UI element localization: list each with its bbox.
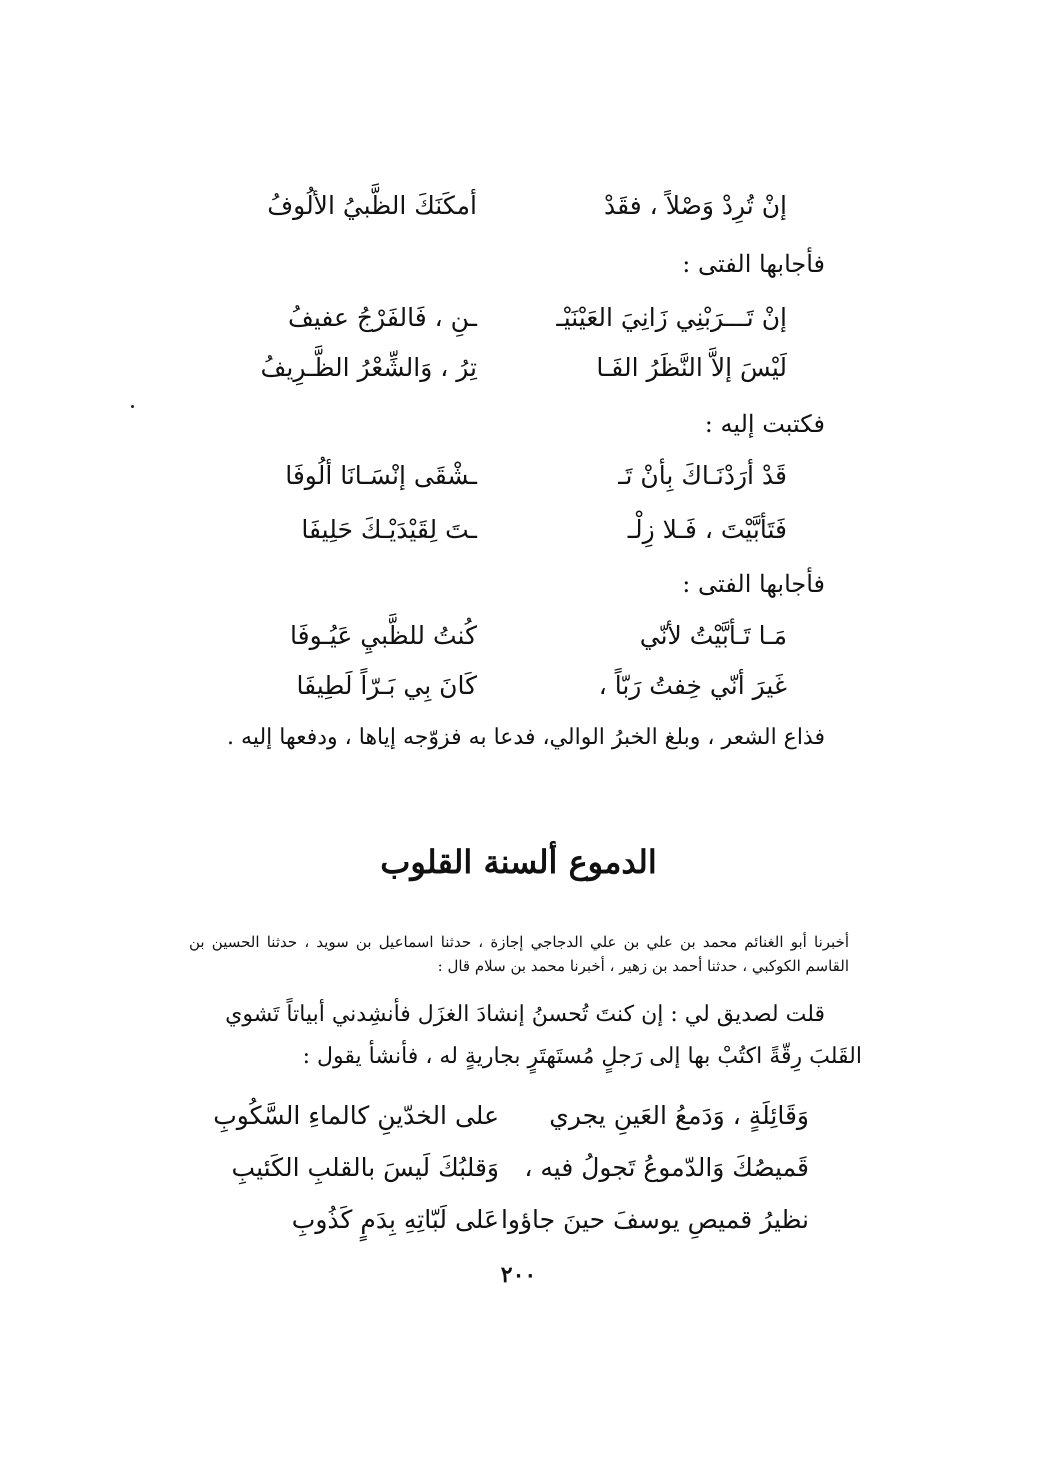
verse-second-hemistich: ـنِ ، فَالفَرْجُ عفيفُ (287, 303, 477, 332)
verse-second-hemistich: عَلى لَبّاتِهِ بِدَمٍ كَذُوبِ (291, 1205, 499, 1234)
verse-first-hemistich: إنْ تُرِدْ وَصْلاً ، فقَدْ (604, 191, 787, 220)
verse-first-hemistich: قَدْ أرَدْنَـاكَ بِأنْ تَـ (618, 461, 787, 490)
poem-verse (217, 668, 787, 704)
verse-second-hemistich: أمكَنَكَ الظَّبيُ الألُوفُ (267, 191, 477, 220)
verse-first-hemistich: وَقَائِلَةٍ ، وَدَمعُ العَينِ يجري (549, 1101, 809, 1130)
narration-line: فأجابها الفتى : (682, 570, 825, 598)
verse-second-hemistich: كُنتُ للظَّبيِ عَيُـوفَا (290, 621, 477, 650)
poem-verse (199, 1098, 809, 1134)
narration-line: فكتبت إليه : (704, 410, 825, 438)
verse-first-hemistich: غَيرَ أنّي خِفتُ رَبّاً ، (598, 671, 787, 700)
poem-verse (199, 1202, 809, 1238)
poem-verse (199, 1150, 809, 1186)
verse-second-hemistich: ـشْقَى إنْسَـانَا ألُوفَا (285, 461, 477, 490)
narration-line: فذاع الشعر ، وبلغ الخبرُ الوالي، فدعا به فزوّجه إياها ، ودفعها إليه . (227, 725, 825, 750)
isnad-paragraph: أخبرنا أبو الغنائم محمد بن علي بن علي الدجاجي إجازة ، حدثنا اسماعيل بن سويد ، حدثنا الحسين بن القاسم الكوكبي ، حدثنا أحمد بن زهير ، أخبرنا محمد بن سلام قال : (189, 933, 849, 975)
poem-verse (217, 188, 787, 224)
poem-verse (217, 350, 787, 386)
verse-first-hemistich: فَتَأبَّيْتَ ، فَـلا زِلْـ (627, 515, 787, 544)
verse-second-hemistich: تِرُ ، وَالشِّعْرُ الظَّـرِيفُ (260, 353, 477, 382)
poem-verse (217, 512, 787, 548)
verse-second-hemistich: ـتَ لِقَيْدَيْـكَ حَلِيفَا (301, 515, 477, 544)
prose-line: قلت لصديق لي : إن كنتَ تُحسنُ إنشادَ الغزَل فأنشِدني أبياتاً تَشوي (225, 1002, 825, 1027)
narration-line: فأجابها الفتى : (682, 250, 825, 278)
verse-second-hemistich: وَقلبُكَ لَيسَ بالقلبِ الكَئيبِ (231, 1153, 499, 1182)
prose-line: القَلبَ رِقّةً اكتُبْ بها إلى رَجلٍ مُستَهتَرٍ بجاريةٍ له ، فأنشأ يقول : (302, 1044, 862, 1069)
verse-first-hemistich: قَميصُكَ وَالدّموعُ تَجولُ فيه ، (524, 1153, 809, 1182)
scan-speck (131, 405, 134, 408)
poem-verse (217, 458, 787, 494)
verse-first-hemistich: إنْ تَـــرَبْنِي زَانِيَ العَيْنَيْـ (556, 303, 787, 332)
page-number: ٢٠٠ (500, 1262, 537, 1288)
poem-verse (217, 618, 787, 654)
poem-verse (217, 300, 787, 336)
verse-second-hemistich: كَانَ بِي بَـرّاً لَطِيفَا (296, 671, 477, 700)
section-title: الدموع ألسنة القلوب (380, 843, 657, 881)
verse-first-hemistich: لَيْسَ إلاَّ النَّظَرُ الفَـا (596, 353, 787, 382)
verse-first-hemistich: مَـا تَـأبَّيْتُ لأنّي (639, 621, 787, 650)
verse-second-hemistich: على الخدّينِ كالماءِ السَّكُوبِ (213, 1101, 499, 1130)
verse-first-hemistich: نظيرُ قميصِ يوسفَ حينَ جاؤوا (500, 1205, 809, 1234)
